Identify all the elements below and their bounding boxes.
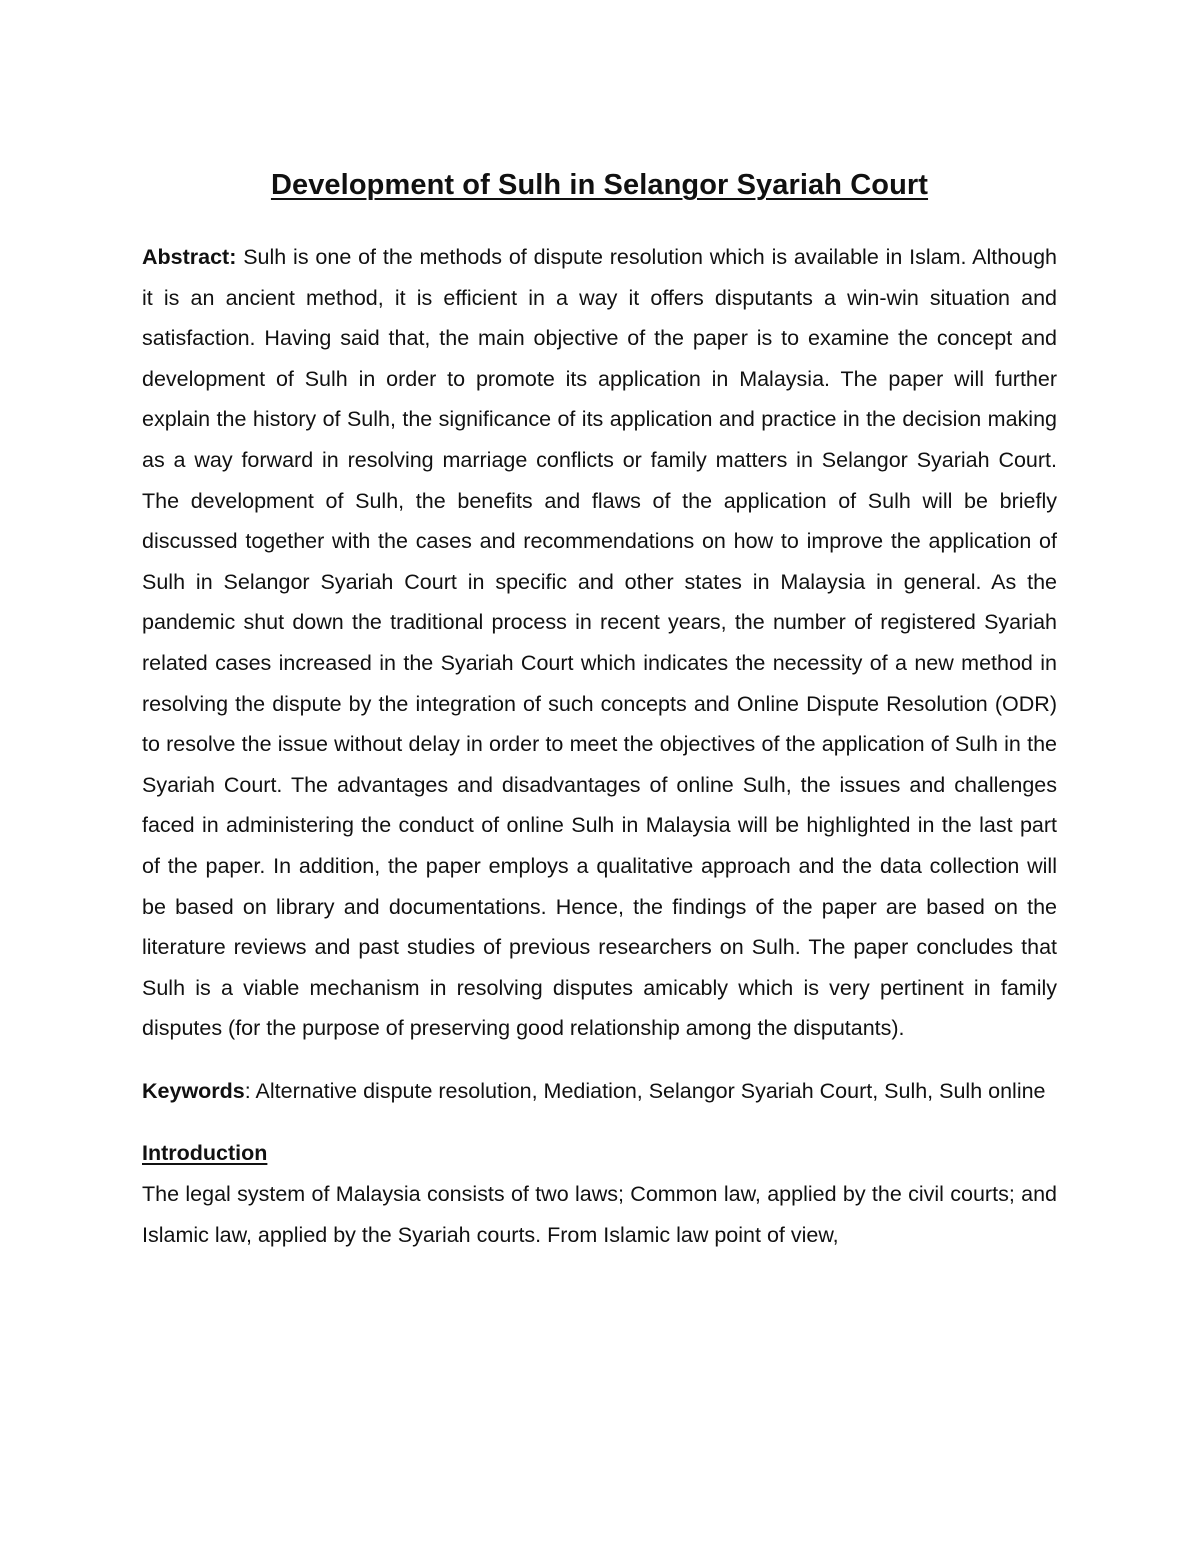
keywords-paragraph xyxy=(142,1071,1057,1112)
abstract-label: Abstract: xyxy=(142,245,237,269)
abstract-paragraph xyxy=(142,237,1057,1049)
keywords-text: : Alternative dispute resolution, Mediation, Selangor Syariah Court, Sulh, Sulh online xyxy=(244,1078,1046,1103)
paper-title: Development of Sulh in Selangor Syariah Court xyxy=(270,169,929,201)
introduction-paragraph: The legal system of Malaysia consists of two laws; Common law, applied by the civil courts; and Islamic law, applied by the Syariah courts. From Islamic law point of view, xyxy=(142,1182,1057,1247)
abstract-text: Sulh is one of the methods of dispute resolution which is available in Islam. Although it is an ancient method, it is efficient in a way it offers disputants a win-win situation and satisfaction. Having said that, the main objective of the paper is to examine the concept and development of Sulh in order to promote its application in Malaysia. The paper will further explain the history of Sulh, the significance of its application and practice in the decision making as a way forward in resolving marriage conflicts or family matters in Selangor Syariah Court. The development of Sulh, the benefits and flaws of the application of Sulh will be briefly discussed together with the cases and recommendations on how to improve the application of Sulh in Selangor Syariah Court in specific and other states in Malaysia in general. As the pandemic shut down the traditional process in recent years, the number of registered Syariah related cases increased in the Syariah Court which indicates the necessity of a new method in resolving the dispute by the integration of such concepts and Online Dispute Resolution (ODR) to resolve the issue without delay in order to meet the objectives of the application of Sulh in the Syariah Court. The advantages and disadvantages of online Sulh, the issues and challenges faced in administering the conduct of online Sulh in Malaysia will be highlighted in the last part of the paper. In addition, the paper employs a qualitative approach and the data collection will be based on library and documentations. Hence, the findings of the paper are based on the literature reviews and past studies of previous researchers on Sulh. The paper concludes that Sulh is a viable mechanism in resolving disputes amicably which is very pertinent in family disputes (for the purpose of preserving good relationship among the disputants). xyxy=(142,245,1057,1041)
document-page xyxy=(142,165,1057,1255)
introduction-heading: Introduction xyxy=(142,1141,268,1166)
keywords-label: Keywords xyxy=(142,1078,245,1103)
